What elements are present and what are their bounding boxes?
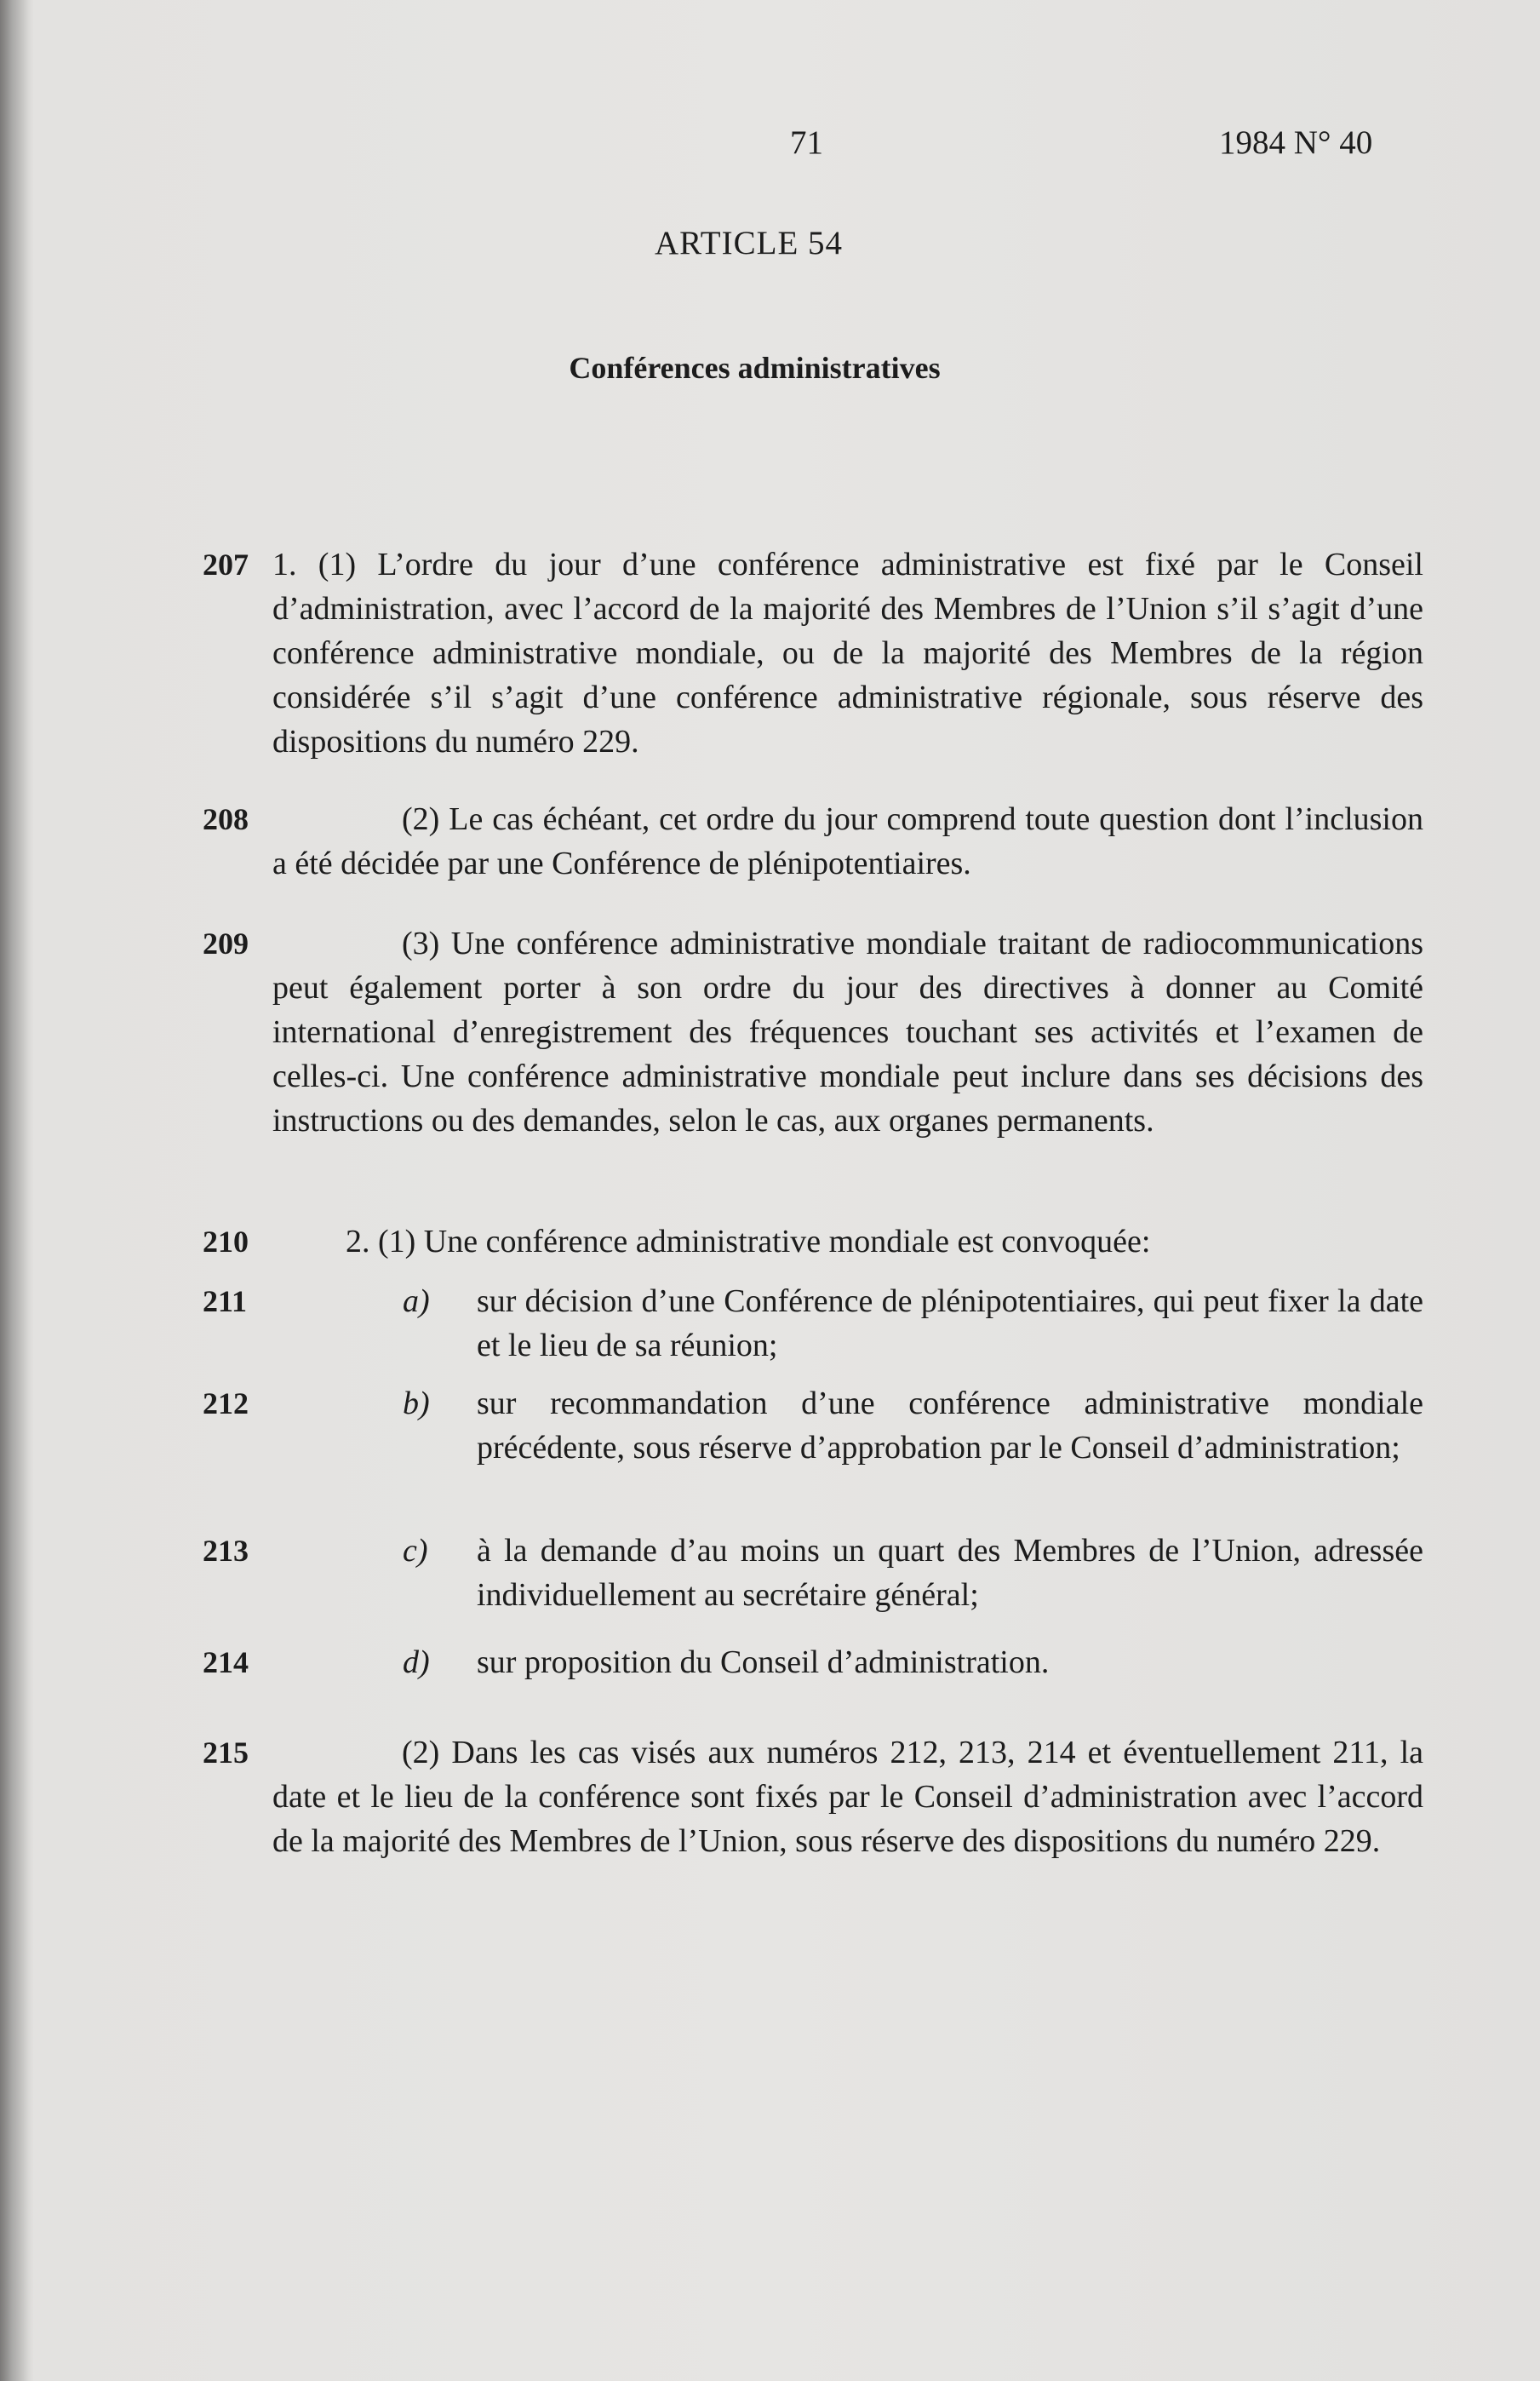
section-title: Conférences administratives — [569, 351, 941, 385]
item-letter: a) — [403, 1283, 430, 1319]
item-letter: b) — [403, 1386, 430, 1421]
item-letter: c) — [403, 1533, 428, 1569]
provision-text: sur décision d’une Conférence de plénipotentiaires, qui peut fixer la date et le lieu de sa réunion; — [477, 1283, 1423, 1363]
provision-number: 214 — [203, 1645, 249, 1679]
provision-number: 211 — [203, 1284, 248, 1318]
provision-number: 212 — [203, 1386, 249, 1420]
provision-number: 209 — [203, 927, 249, 961]
provision-text: (2) Dans les cas visés aux numéros 212, 213, 214 et éventuellement 211, la date et le lieu de la conférence sont fixés par le Conseil d’administration avec l’accord de la majorité des Membres de l’Union, sous réserve des dispositions du numéro 229. — [272, 1735, 1423, 1859]
document-reference: 1984 N° 40 — [1219, 124, 1373, 161]
provision-text: sur recommandation d’une conférence administrative mondiale précédente, sous réserve d’approbation par le Conseil d’administration; — [477, 1386, 1423, 1466]
provision-number: 208 — [203, 802, 249, 836]
provision-text: sur proposition du Conseil d’administration. — [477, 1644, 1050, 1680]
provision-text: (2) Le cas échéant, cet ordre du jour comprend toute question dont l’inclusion a été décidée par une Conférence de plénipotentiaires. — [272, 801, 1423, 881]
provision-text: 2. (1) Une conférence administrative mondiale est convoquée: — [346, 1224, 1151, 1259]
provision-text: 1. (1) L’ordre du jour d’une conférence administrative est fixé par le Conseil d’administration, avec l’accord de la majorité des Membres de l’Union s’il s’agit d’une conférence administrative mondiale, ou de la majorité des Membres de la région considérée s’il s’agit d’une conférence administrative régionale, sous réserve des dispositions du numéro 229. — [272, 547, 1423, 760]
provision-text: (3) Une conférence administrative mondiale traitant de radiocommunications peut également porter à son ordre du jour des directives à donner au Comité international d’enregistrement des fréquences touchant ses activités et l’examen de celles-ci. Une conférence administrative mondiale peut inclure dans ses décisions des instructions ou des demandes, selon le cas, aux organes permanents. — [272, 926, 1423, 1139]
provision-number: 210 — [203, 1225, 249, 1259]
provision-number: 213 — [203, 1534, 249, 1568]
item-letter: d) — [403, 1644, 430, 1680]
page-number: 71 — [790, 124, 823, 161]
provision-number: 207 — [203, 548, 249, 582]
provision-text: à la demande d’au moins un quart des Membres de l’Union, adressée individuellement au secrétaire général; — [477, 1533, 1423, 1613]
article-title: ARTICLE 54 — [654, 225, 844, 261]
provision-number: 215 — [203, 1736, 249, 1770]
